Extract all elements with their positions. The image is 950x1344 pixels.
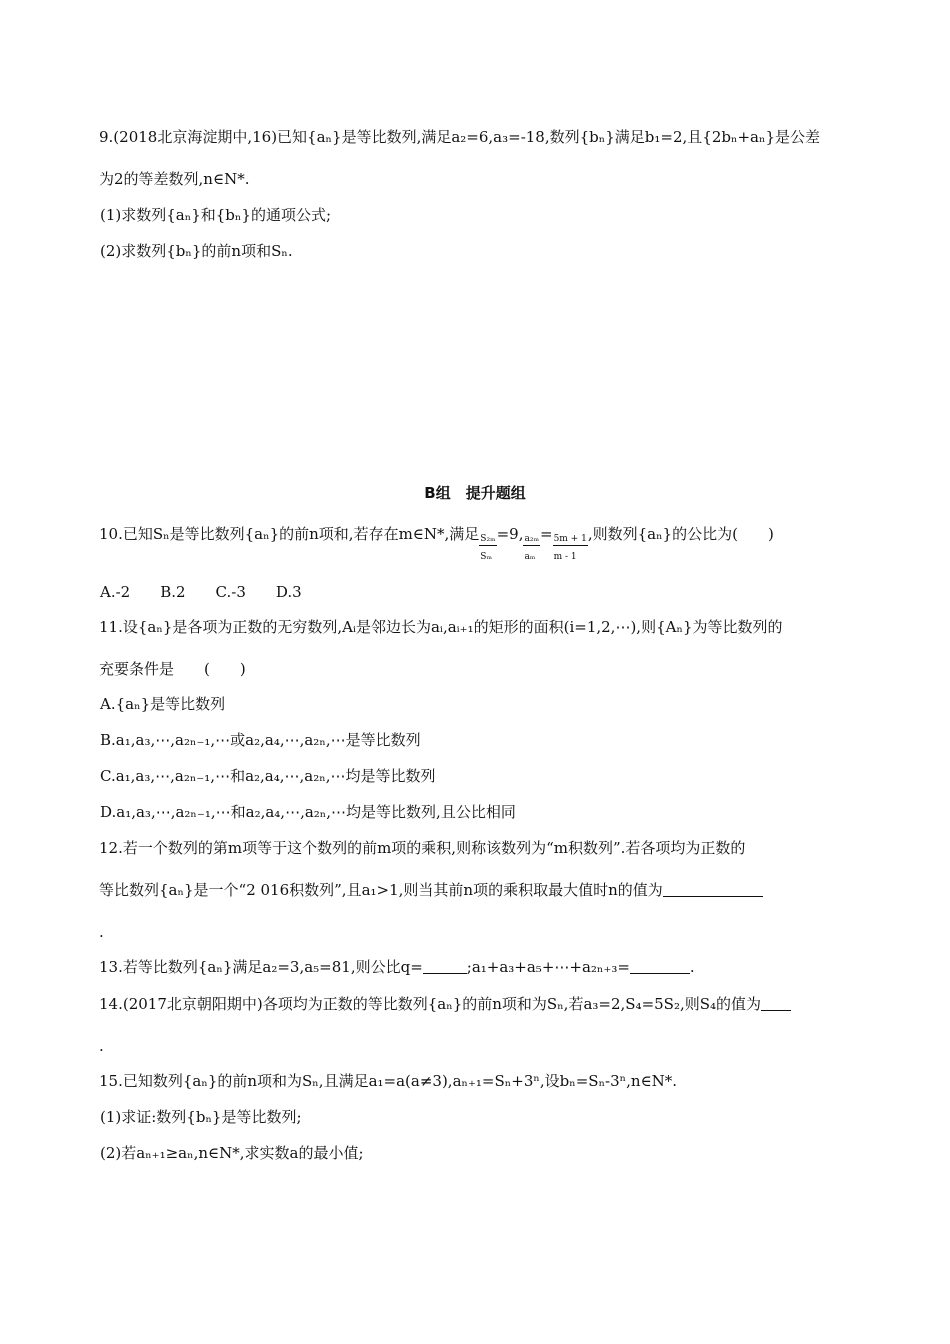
q11-option-c: C.a₁,a₃,⋯,a₂ₙ₋₁,⋯和a₂,a₄,⋯,a₂ₙ,⋯均是等比数列	[100, 767, 436, 785]
q10-frac3-den: m - 1	[553, 552, 577, 562]
q9-part2: (2)求数列{bₙ}的前n项和Sₙ.	[100, 242, 293, 260]
q10-frac2-num: a₂ₘ	[524, 534, 539, 544]
q13-part2: ;a₁+a₃+a₅+⋯+a₂ₙ₊₃=	[466, 958, 630, 976]
q10-options: A.-2 B.2 C.-3 D.3	[100, 583, 302, 601]
q13-part3: .	[689, 958, 695, 976]
q10-frac3-num: 5m + 1	[553, 534, 587, 544]
q12-line2	[99, 880, 763, 900]
q12-answer-blank[interactable]	[663, 882, 763, 897]
q10-fraction-1	[479, 534, 496, 562]
q12-line2-text: 等比数列{aₙ}是一个“2 016积数列”,且a₁>1,则当其前n项的乘积取最大值时n的值为	[99, 881, 663, 899]
q10-eq2: =	[539, 525, 553, 543]
q10-frac1-den: Sₘ	[480, 552, 492, 562]
q10-frac2-den: aₘ	[524, 552, 536, 562]
q9-line1: 9.(2018北京海淀期中,16)已知{aₙ}是等比数列,满足a₂=6,a₃=-18,数列{bₙ}满足b₁=2,且{2bₙ+aₙ}是公差	[99, 128, 821, 146]
q14-line1	[99, 994, 791, 1014]
q9-part1: (1)求数列{aₙ}和{bₙ}的通项公式;	[100, 206, 331, 224]
q15-part1: (1)求证:数列{bₙ}是等比数列;	[100, 1108, 302, 1126]
q10-pre: 10.已知Sₙ是等比数列{aₙ}的前n项和,若存在m∈N*,满足	[99, 525, 480, 543]
q10-fraction-3	[553, 534, 588, 562]
q10-post: ,则数列{aₙ}的公比为( )	[587, 525, 774, 543]
q13-line	[99, 957, 695, 977]
q10-eq1: =9,	[496, 525, 524, 543]
q10-stem	[99, 524, 774, 562]
q12-line1: 12.若一个数列的第m项等于这个数列的前m项的乘积,则称该数列为“m积数列”.若各项均为正数的	[99, 839, 746, 857]
q14-line2: .	[99, 1037, 104, 1055]
q11-option-b: B.a₁,a₃,⋯,a₂ₙ₋₁,⋯或a₂,a₄,⋯,a₂ₙ,⋯是等比数列	[100, 731, 421, 749]
q13-blank-2[interactable]	[630, 959, 690, 974]
q11-line2: 充要条件是 ( )	[99, 660, 246, 678]
q15-part2: (2)若aₙ₊₁≥aₙ,n∈N*,求实数a的最小值;	[100, 1144, 364, 1162]
q10-fraction-2	[523, 534, 540, 562]
q15-line1: 15.已知数列{aₙ}的前n项和为Sₙ,且满足a₁=a(a≠3),aₙ₊₁=Sₙ+3ⁿ,设bₙ=Sₙ-3ⁿ,n∈N*.	[99, 1072, 678, 1090]
section-b-heading: B组 提升题组	[424, 484, 526, 502]
q9-line2: 为2的等差数列,n∈N*.	[99, 170, 250, 188]
q14-answer-blank[interactable]	[761, 996, 791, 1011]
q13-blank-1[interactable]	[423, 959, 467, 974]
q12-line3: .	[99, 923, 104, 941]
q14-line1-text: 14.(2017北京朝阳期中)各项均为正数的等比数列{aₙ}的前n项和为Sₙ,若a₃=2,S₄=5S₂,则S₄的值为	[99, 995, 762, 1013]
q10-frac1-num: S₂ₘ	[480, 534, 496, 544]
q11-line1: 11.设{aₙ}是各项为正数的无穷数列,Aᵢ是邻边长为aᵢ,aᵢ₊₁的矩形的面积(i=1,2,⋯),则{Aₙ}为等比数列的	[99, 618, 783, 636]
q13-part1: 13.若等比数列{aₙ}满足a₂=3,a₅=81,则公比q=	[99, 958, 423, 976]
q11-option-d: D.a₁,a₃,⋯,a₂ₙ₋₁,⋯和a₂,a₄,⋯,a₂ₙ,⋯均是等比数列,且公比相同	[100, 803, 516, 821]
q11-option-a: A.{aₙ}是等比数列	[100, 695, 226, 713]
